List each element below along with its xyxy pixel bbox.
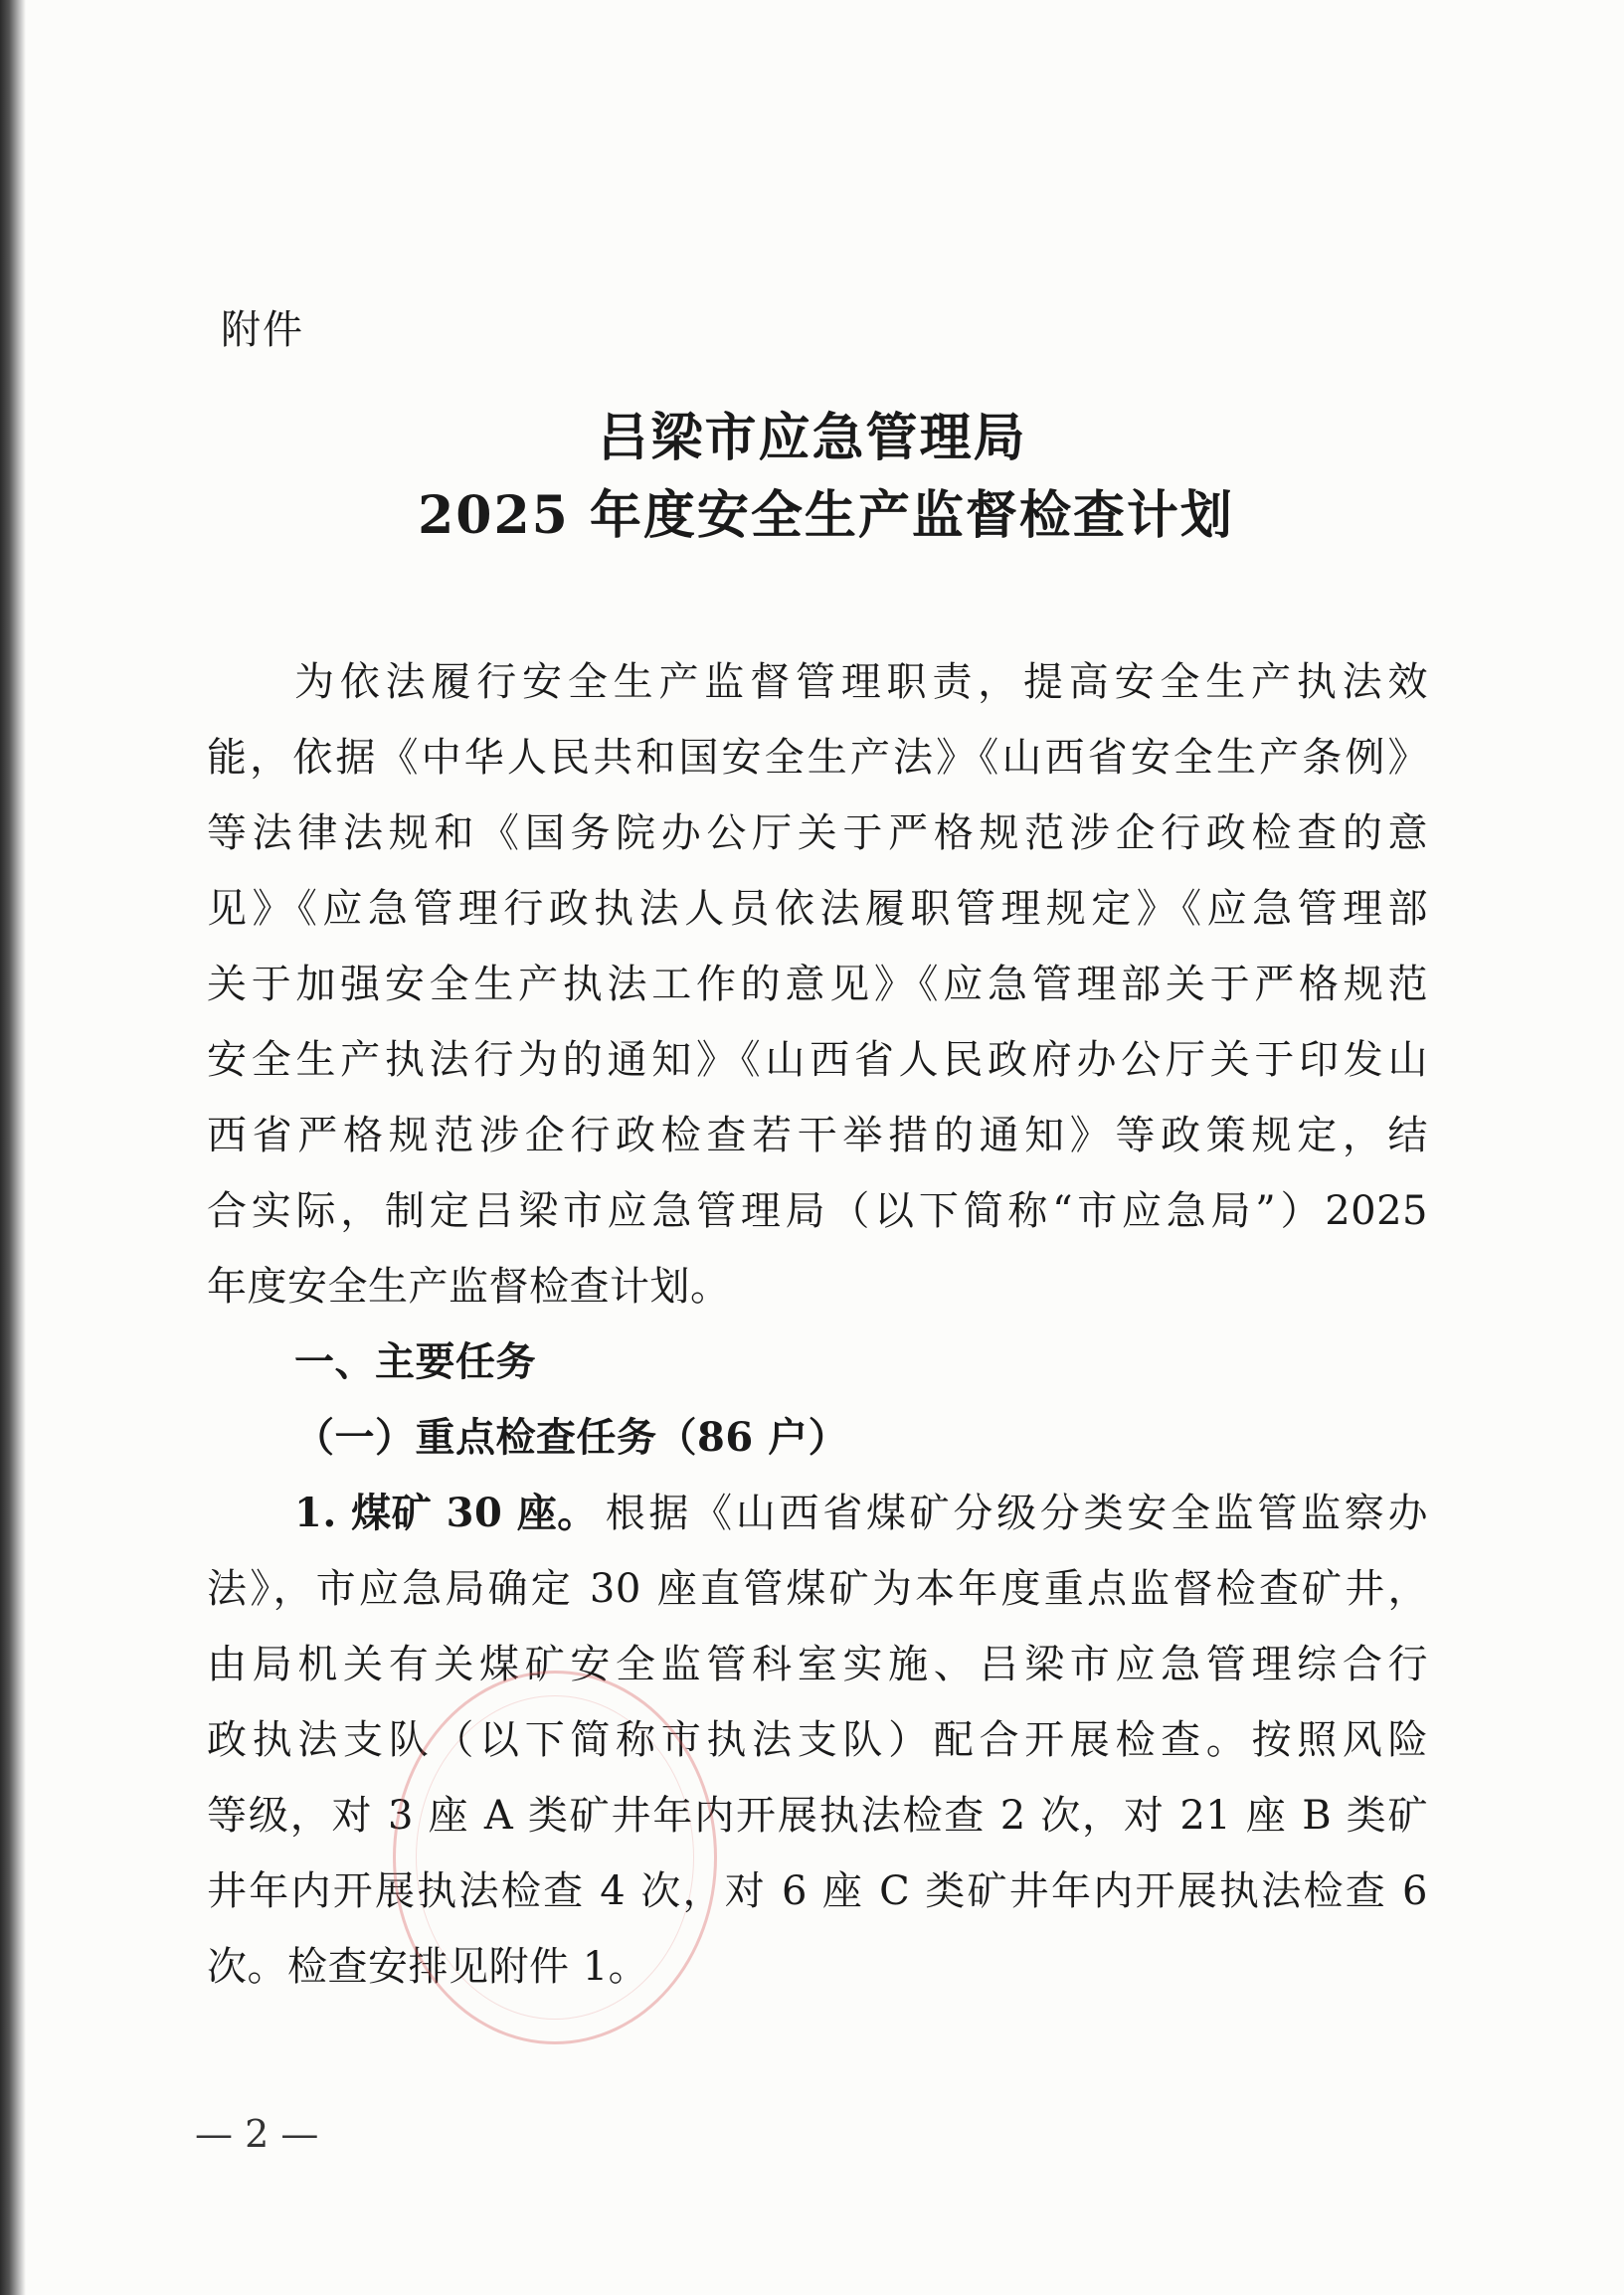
page-number: — 2 —: [195, 2112, 319, 2156]
paragraph-line: 次。检查安排见附件 1。: [207, 1944, 649, 1990]
paragraph-line: 关于加强安全生产执法工作的意见》《应急管理部关于严格规范: [207, 962, 1428, 1007]
document-title-line-1: 吕梁市应急管理局: [597, 408, 1027, 468]
paragraph-line: 由局机关有关煤矿安全监管科室实施、吕梁市应急管理综合行: [207, 1642, 1428, 1687]
section-heading: 一、主要任务: [294, 1339, 536, 1385]
item-1-first-line: [294, 1486, 1428, 1541]
item-1-text: 根据《山西省煤矿分级分类安全监管监察办: [605, 1491, 1428, 1536]
document-title-line-2: 2025 年度安全生产监督检查计划: [418, 485, 1234, 546]
attachment-label: 附件: [221, 307, 304, 353]
paragraph-line: 井年内开展执法检查 4 次，对 6 座 C 类矿井年内开展执法检查 6: [207, 1868, 1428, 1914]
scan-edge-shadow: [0, 0, 26, 2295]
paragraph-line: 年度安全生产监督检查计划。: [207, 1264, 731, 1310]
paragraph-line: 合实际，制定吕梁市应急管理局（以下简称“市应急局”）2025: [207, 1188, 1428, 1234]
paragraph-line: 等级，对 3 座 A 类矿井年内开展执法检查 2 次，对 21 座 B 类矿: [207, 1793, 1428, 1839]
paragraph-line: 安全生产执法行为的通知》《山西省人民政府办公厅关于印发山: [207, 1037, 1428, 1083]
subsection-heading: （一）重点检查任务（86 户）: [294, 1414, 849, 1461]
item-1-title: 1. 煤矿 30 座。: [294, 1490, 598, 1536]
paragraph-line: 法》，市应急局确定 30 座直管煤矿为本年度重点监督检查矿井，: [207, 1566, 1428, 1612]
paragraph-line: 西省严格规范涉企行政检查若干举措的通知》等政策规定，结: [207, 1113, 1428, 1158]
paragraph-line: 等法律法规和《国务院办公厅关于严格规范涉企行政检查的意: [207, 810, 1428, 856]
paragraph-line: 为依法履行安全生产监督管理职责，提高安全生产执法效: [294, 659, 1428, 705]
paragraph-line: 政执法支队（以下简称市执法支队）配合开展检查。按照风险: [207, 1717, 1428, 1763]
paragraph-line: 能，依据《中华人民共和国安全生产法》《山西省安全生产条例》: [207, 735, 1428, 781]
paragraph-line: 见》《应急管理行政执法人员依法履职管理规定》《应急管理部: [207, 886, 1428, 932]
